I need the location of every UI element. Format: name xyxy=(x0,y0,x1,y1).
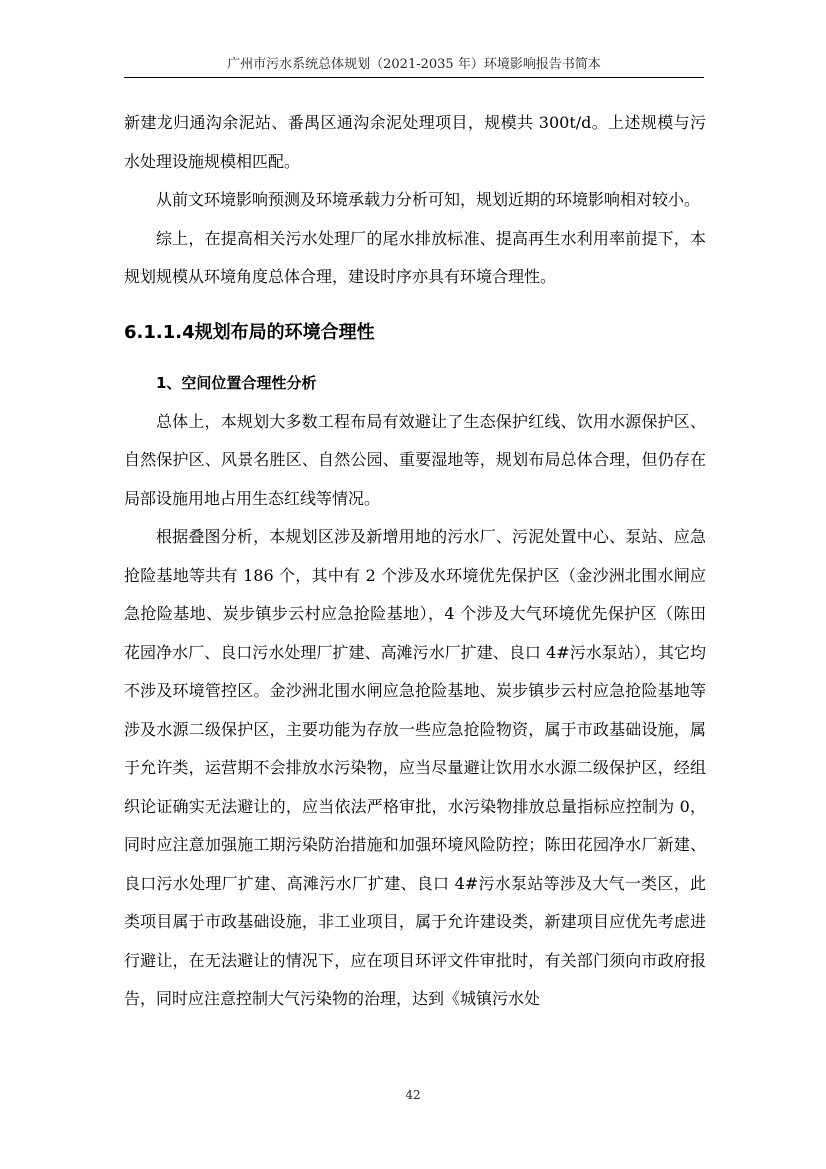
section-heading: 6.1.1.4规划布局的环境合理性 xyxy=(124,321,375,343)
paragraph-overlay-analysis: 根据叠图分析，本规划区涉及新增用地的污水厂、污泥处置中心、泵站、应急抢险基地等共有 186 个，其中有 2 个涉及水环境优先保护区（金沙洲北围水闸应急抢险基地、炭步镇步云村应急抢险基地），4 个涉及大气环境优先保护区（陈田花园净水厂、良口污水处理厂扩建、高滩污水厂扩建、良口 4#污水泵站），其它均不涉及环境管控区。金沙洲北围水闸应急抢险基地、炭步镇步云村应急抢险基地等涉及水源二级保护区，主要功能为存放一些应急抢险物资，属于市政基础设施，属于允许类，运营期不会排放水污染物，应当尽量避让饮用水水源二级保护区，经组织论证确实无法避让的，应当依法严格审批，水污染物排放总量指标应控制为 0，同时应注意加强施工期污染防治措施和加强环境风险防控；陈田花园净水厂新建、良口污水处理厂扩建、高滩污水厂扩建、良口 4#污水泵站等涉及大气一类区，此类项目属于市政基础设施，非工业项目，属于允许建设类，新建项目应优先考虑进行避让，在无法避让的情况下，应在项目环评文件审批时，有关部门须向市政府报告，同时应注意控制大气污染物的治理，达到《城镇污水处 xyxy=(124,527,706,1008)
page-header: 广州市污水系统总体规划（2021-2035 年）环境影响报告书简本 xyxy=(227,57,601,72)
document-body xyxy=(124,104,706,1019)
paragraph-continuation: 新建龙归通沟余泥站、番禺区通沟余泥处理项目，规模共 300t/d。上述规模与污水处理设施规模相匹配。 xyxy=(124,113,706,171)
paragraph-env-impact: 从前文环境影响预测及环境承载力分析可知，规划近期的环境影响相对较小。 xyxy=(156,190,701,209)
paragraph-summary: 综上，在提高相关污水处理厂的尾水排放标准、提高再生水利用率前提下，本规划规模从环境角度总体合理，建设时序亦具有环境合理性。 xyxy=(124,228,706,286)
subsection-heading: 1、空间位置合理性分析 xyxy=(156,373,317,392)
paragraph-overall-layout: 总体上，本规划大多数工程布局有效避让了生态保护红线、饮用水源保护区、自然保护区、风景名胜区、自然公园、重要湿地等，规划布局总体合理，但仍存在局部设施用地占用生态红线等情况。 xyxy=(124,411,706,508)
header-divider xyxy=(124,77,704,78)
page-number: 42 xyxy=(405,1088,421,1102)
